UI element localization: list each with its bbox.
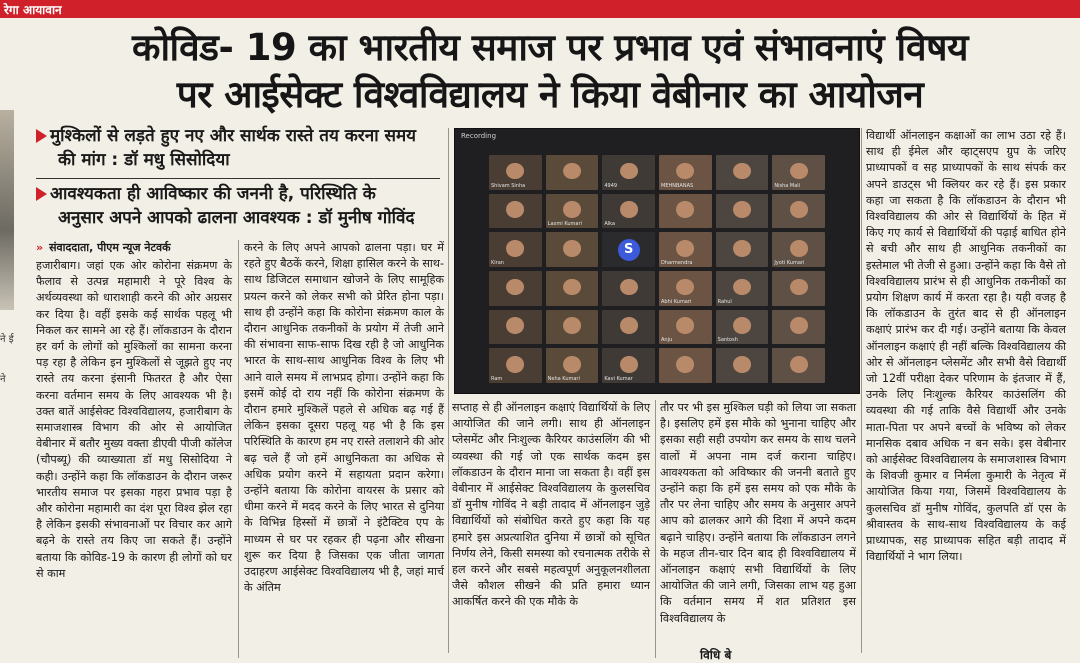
participant-name: Jyoti Kumari <box>774 260 805 266</box>
participant-tile <box>602 194 655 229</box>
participant-face <box>676 279 694 296</box>
next-article-cut: विधि बे <box>700 648 732 662</box>
participant-face <box>563 201 581 218</box>
participant-face <box>676 356 694 373</box>
participant-tile <box>602 155 655 190</box>
participant-face <box>563 356 581 373</box>
participant-grid <box>489 155 825 383</box>
participant-tile <box>659 271 712 306</box>
column-text: हजारीबाग। जहां एक ओर कोरोना संक्रमण के फैलाव से उत्पन्न महामारी ने पूरे विश्व के अर्थव्यवस्था को धाराशाही करने की ओर अग्रसर कर दिया है। वहीं इसके कई सार्थक पहलू भी निकल कर सामने आ रहे हैं। लॉकडाउन के दौरान हर वर्ग के लोगों को मुश्किलों का सामना करना पड़ रहा है लेकिन इन मुश्किलों से जूझते हुए नए रास्ते तय करना इंसानी फितरत है और ऐसा करना वर्तमान समय के लिए आवश्यक भी है। उक्त बातें आईसेक्ट विश्वविद्यालय, हजारीबाग के समाजशास्त्र विभाग की ओर से आयोजित वेबीनार में बतौर मुख्य वक्ता डीएवी पीजी कॉलेज (चौपब्यू) की व्याख्याता डॉ मधु सिसोदिया ने कही। उन्होंने कहा कि लॉकडाउन के दौरान जरूर भारतीय समाज पर इसका गहरा प्रभाव पड़ा है और कोरोना महामारी का दंश पूरा विश्व झेल रहा है लेकिन इसकी संभावनाओं पर विचार कर आगे बढ़ने के रास्ते तय किए जा सकते हैं। उन्होंने बताया कि कोविड-19 के कारण ही लोगों को घर से काम <box>36 259 232 580</box>
participant-tile <box>489 310 542 345</box>
adjacent-photo-edge <box>0 110 14 310</box>
participant-tile <box>489 194 542 229</box>
participant-face <box>733 279 751 296</box>
participant-face <box>676 240 694 257</box>
participant-tile <box>546 348 599 383</box>
participant-face <box>790 279 808 296</box>
participant-tile <box>489 348 542 383</box>
participant-tile <box>489 155 542 190</box>
column-text: विद्यार्थी ऑनलाइन कक्षाओं का लाभ उठा रहे हैं। साथ ही ईमेल और व्हाट्सएप ग्रुप के जरिए प्राध्यापकों व सह प्राध्यापकों के साथ संपर्क कर अपने डाउट्स भी क्लियर कर रहे हैं। इस प्रकार कहा जा सकता है कि लॉकडाउन के दौरान भी विश्वविद्यालय की ओर से विद्यार्थियों के हित में किए गए कार्य से विद्यार्थियों की पढ़ाई बाधित होने से बची और साथ ही आधुनिक तकनीकों का इस्तेमाल भी तेजी से हुआ। उन्होंने कहा कि वैसे तो विश्वविद्यालय प्रारंभ से ही आधुनिक तकनीकों का प्रयोग शिक्षण कार्य में करता रहा है। यही वजह है कि लॉकडाउन के तुरंत बाद से ही ऑनलाइन कक्षाएं प्रारंभ कर दी गई। उन्होंने बताया कि केवल ऑनलाइन कक्षाएं ही नहीं बल्कि विश्वविद्यालय की ओर से ऑनलाइन प्लेसमेंट और सभी वैसे विद्यार्थी जो 12वीं परीक्षा देकर परिणाम के इंतजार में हैं, उनके लिए निःशुल्क कैरियर काउंसलिंग की व्यवस्था की गई ताकि वैसे विद्यार्थी और उनके माता-पिता पर अपने बच्चों के भविष्य को लेकर मानसिक दबाव अधिक न बन सके। इस वेबीनार को आईसेक्ट विश्वविद्यालय के समाजशास्त्र विभाग के शिवजी कुमार व निर्मला कुमारी के नेतृत्व में आयोजित किया गया, जिसमें विश्वविद्यालय के कुलसचिव डॉ मुनीष गोविंद, कुलपति डॉ एस के श्रीवास्तव के साथ-साथ विश्वविद्यालय के कई प्राध्यापक, सह प्राध्यापक सहित बड़ी तादाद में विद्यार्थियों ने भाग लिया। <box>866 129 1066 564</box>
participant-face <box>733 240 751 257</box>
participant-name: Neha Kumari <box>547 376 580 382</box>
column-rule <box>448 128 449 653</box>
participant-tile <box>546 310 599 345</box>
participant-face <box>506 201 524 218</box>
participant-tile <box>546 194 599 229</box>
participant-face <box>790 240 808 257</box>
recording-label: Recording <box>461 132 497 140</box>
participant-face <box>563 163 581 180</box>
participant-tile <box>772 348 825 383</box>
participant-name: Abhi Kumari <box>661 298 692 305</box>
article-column-1 <box>36 258 232 582</box>
participant-tile <box>546 271 599 306</box>
participant-face <box>676 317 694 334</box>
participant-face <box>620 279 638 296</box>
byline <box>36 240 171 255</box>
participant-tile <box>546 232 599 267</box>
article-column-3 <box>452 400 650 611</box>
participant-face <box>790 163 808 180</box>
participant-tile <box>602 348 655 383</box>
participant-face <box>506 356 524 373</box>
participant-tile <box>772 310 825 345</box>
participant-tile <box>716 194 769 229</box>
participant-face <box>620 356 638 373</box>
participant-face <box>733 201 751 218</box>
participant-name: MEHNBANAS <box>661 182 694 189</box>
divider <box>36 178 440 179</box>
arrow-icon <box>36 129 47 143</box>
participant-name: Kavi Kumar <box>604 376 633 382</box>
adjacent-column-edge: ने ई ने <box>0 334 14 385</box>
participant-face <box>506 279 524 296</box>
participant-tile <box>546 155 599 190</box>
participant-tile <box>602 310 655 345</box>
participant-tile <box>772 271 825 306</box>
participant-tile <box>659 310 712 345</box>
participant-name: Alka <box>604 221 616 228</box>
participant-name: Kiran <box>491 260 504 266</box>
column-rule <box>655 400 656 658</box>
participant-face <box>733 163 751 180</box>
participant-face <box>563 317 581 334</box>
subhead-2-line-2: अनुसार अपने आपको ढालना आवश्यक : डॉ मुनीष गोविंद <box>58 208 415 228</box>
participant-name: Nisha Mali <box>774 182 801 189</box>
participant-face <box>790 356 808 373</box>
participant-face <box>506 240 524 257</box>
participant-tile <box>772 232 825 267</box>
participant-tile <box>489 271 542 306</box>
participant-tile <box>659 348 712 383</box>
article-column-2 <box>244 240 444 596</box>
participant-name: Shivam Sinha <box>491 182 526 189</box>
headline-line-1: कोविड- 19 का भारतीय समाज पर प्रभाव एवं संभावनाएं विषय <box>132 26 968 69</box>
participant-tile <box>602 271 655 306</box>
participant-tile <box>659 194 712 229</box>
article-column-4 <box>660 400 856 627</box>
column-rule <box>238 240 239 658</box>
participant-face <box>506 163 524 180</box>
headline <box>30 24 1070 118</box>
participant-face <box>733 317 751 334</box>
participant-face <box>620 163 638 180</box>
participant-face <box>790 201 808 218</box>
arrow-icon <box>36 187 47 201</box>
participant-face <box>790 317 808 334</box>
subhead-1 <box>36 124 456 172</box>
article-column-5 <box>866 128 1066 565</box>
participant-name: Anju <box>661 337 673 344</box>
participant-face <box>620 317 638 334</box>
column-text: तौर पर भी इस मुश्किल घड़ी को लिया जा सकता है। इसलिए हमें इस मौके को भुनाना चाहिए और इसका सही सही उपयोग कर समय के साथ चलने वालों में अपना नाम दर्ज कराना चाहिए। आवश्यकता को अविष्कार की जननी बताते हुए उन्होंने कहा कि हमें इस समय को एक मौके के तौर पर लेना चाहिए और समय के अनुसार अपने आप को ढालकर आगे की दिशा में अपने कदम बढ़ाने चाहिए। उन्होंने बताया कि लॉकडाउन लगने के महज तीन-चार दिन बाद ही विश्वविद्यालय में ऑनलाइन कक्षाएं सभी विद्यार्थियों के लिए आयोजित की जाने लगी, जिसका लाभ यह हुआ कि वर्तमान समय में शत प्रतिशत इस विश्वविद्यालय के <box>660 401 856 625</box>
participant-tile <box>716 310 769 345</box>
participant-tile <box>489 232 542 267</box>
participant-tile <box>716 348 769 383</box>
headline-line-2: पर आईसेक्ट विश्वविद्यालय ने किया वेबीनार का आयोजन <box>176 73 924 116</box>
subhead-2 <box>36 182 456 230</box>
participant-face <box>563 279 581 296</box>
participant-name: Santosh <box>717 337 738 344</box>
participant-name: Laxmi Kumari <box>547 221 582 228</box>
column-text: सप्ताह से ही ऑनलाइन कक्षाएं विद्यार्थियों के लिए आयोजित की जाने लगी। साथ ही ऑनलाइन प्लेसमेंट और निःशुल्क कैरियर काउंसलिंग की भी व्यवस्था की गई जो एक सार्थक कदम इस लॉकडाउन के दौरान माना जा सकता है। वहीं इस वेबीनार में आईसेक्ट विश्वविद्यालय के कुलसचिव डॉ मुनीष गोविंद ने बड़ी तादाद में ऑनलाइन जुड़े विद्यार्थियों को संबोधित करते हुए कहा कि यह हमारे इस अप्रत्याशित दुनिया में छात्रों को सूचित निर्णय लेने, किसी समस्या को रचनात्मक तरीके से हल करने और सबसे महत्वपूर्ण अनुकूलनशीलता जैसे कौशल सीखने की प्रति हमारा ध्यान आकर्षित करने की एक मौके के <box>452 401 650 609</box>
participant-tile <box>659 155 712 190</box>
participant-tile <box>772 194 825 229</box>
participant-face <box>733 356 751 373</box>
subhead-2-line-1: आवश्यकता ही आविष्कार की जननी है, परिस्थिति के <box>50 184 376 204</box>
avatar: S <box>618 239 640 261</box>
subhead-1-line-1: मुश्किलों से लड़ते हुए नए और सार्थक रास्ते तय करना समय <box>50 126 417 146</box>
byline-text: संवाददाता, पीएम न्यूज नेटवर्क <box>49 241 171 254</box>
webinar-screenshot <box>454 128 860 394</box>
participant-name: Ram <box>491 376 503 382</box>
participant-tile <box>772 155 825 190</box>
top-strip <box>0 0 1080 18</box>
participant-tile <box>602 232 655 267</box>
participant-face <box>563 240 581 257</box>
participant-face <box>676 163 694 180</box>
participant-face <box>506 317 524 334</box>
participant-face <box>676 201 694 218</box>
participant-name: 4949 <box>604 182 618 189</box>
participant-tile <box>716 271 769 306</box>
section-label: रेगा आयावान <box>4 3 62 17</box>
participant-name: Dharmendra <box>661 260 693 266</box>
byline-marker-icon: » <box>36 241 44 254</box>
participant-tile <box>659 232 712 267</box>
participant-face <box>620 201 638 218</box>
participant-tile <box>716 232 769 267</box>
column-rule <box>861 128 862 653</box>
participant-tile <box>716 155 769 190</box>
subhead-1-line-2: की मांग : डॉ मधु सिसोदिया <box>58 150 230 170</box>
column-text: करने के लिए अपने आपको ढालना पड़ा। घर में रहते हुए बैठकें करने, शिक्षा हासिल करने के साथ-साथ डिजिटल समाधान खोजने के लिए सामूहिक प्रयत्न करने को लेकर सभी को प्रेरित होना पड़ा। साथ ही उन्होंने कहा कि कोरोना संक्रमण काल के दौरान आधुनिक तकनीकों के प्रयोग में तेजी आने की संभावना साफ-साफ दिख रही है जो आधुनिक भारत के साथ-साथ आधुनिक विश्व के लिए भी आने वाले समय में लाभप्रद होगा। उन्होंने कहा कि इसमें कोई दो राय नहीं कि कोरोना संक्रमण के दौरान हमारे मुश्किलें पहले से अधिक बढ़ गई हैं लेकिन इसका दूसरा पहलू यह भी है कि इस परिस्थिति के कारण हम नए रास्ते तलाशने की ओर बढ़ चले हैं जो हमें आधुनिकता का अधिक से अधिक प्रयोग करने में सहायता प्रदान करेगा। उन्होंने बताया कि कोरोना वायरस के प्रसार को धीमा करने में मदद करने के लिए भारत से दुनिया के विभिन्न हिस्सों में छात्रों ने इंटैक्टिव एप के माध्यम से घर पर रहकर ही पढ़ना और सीखना शुरू कर दिया है जिसका एक जीता जागता उदाहरण आईसेक्ट विश्वविद्यालय भी है, जहां मार्च के अंतिम <box>244 241 444 595</box>
participant-name: Rahul <box>717 298 732 305</box>
